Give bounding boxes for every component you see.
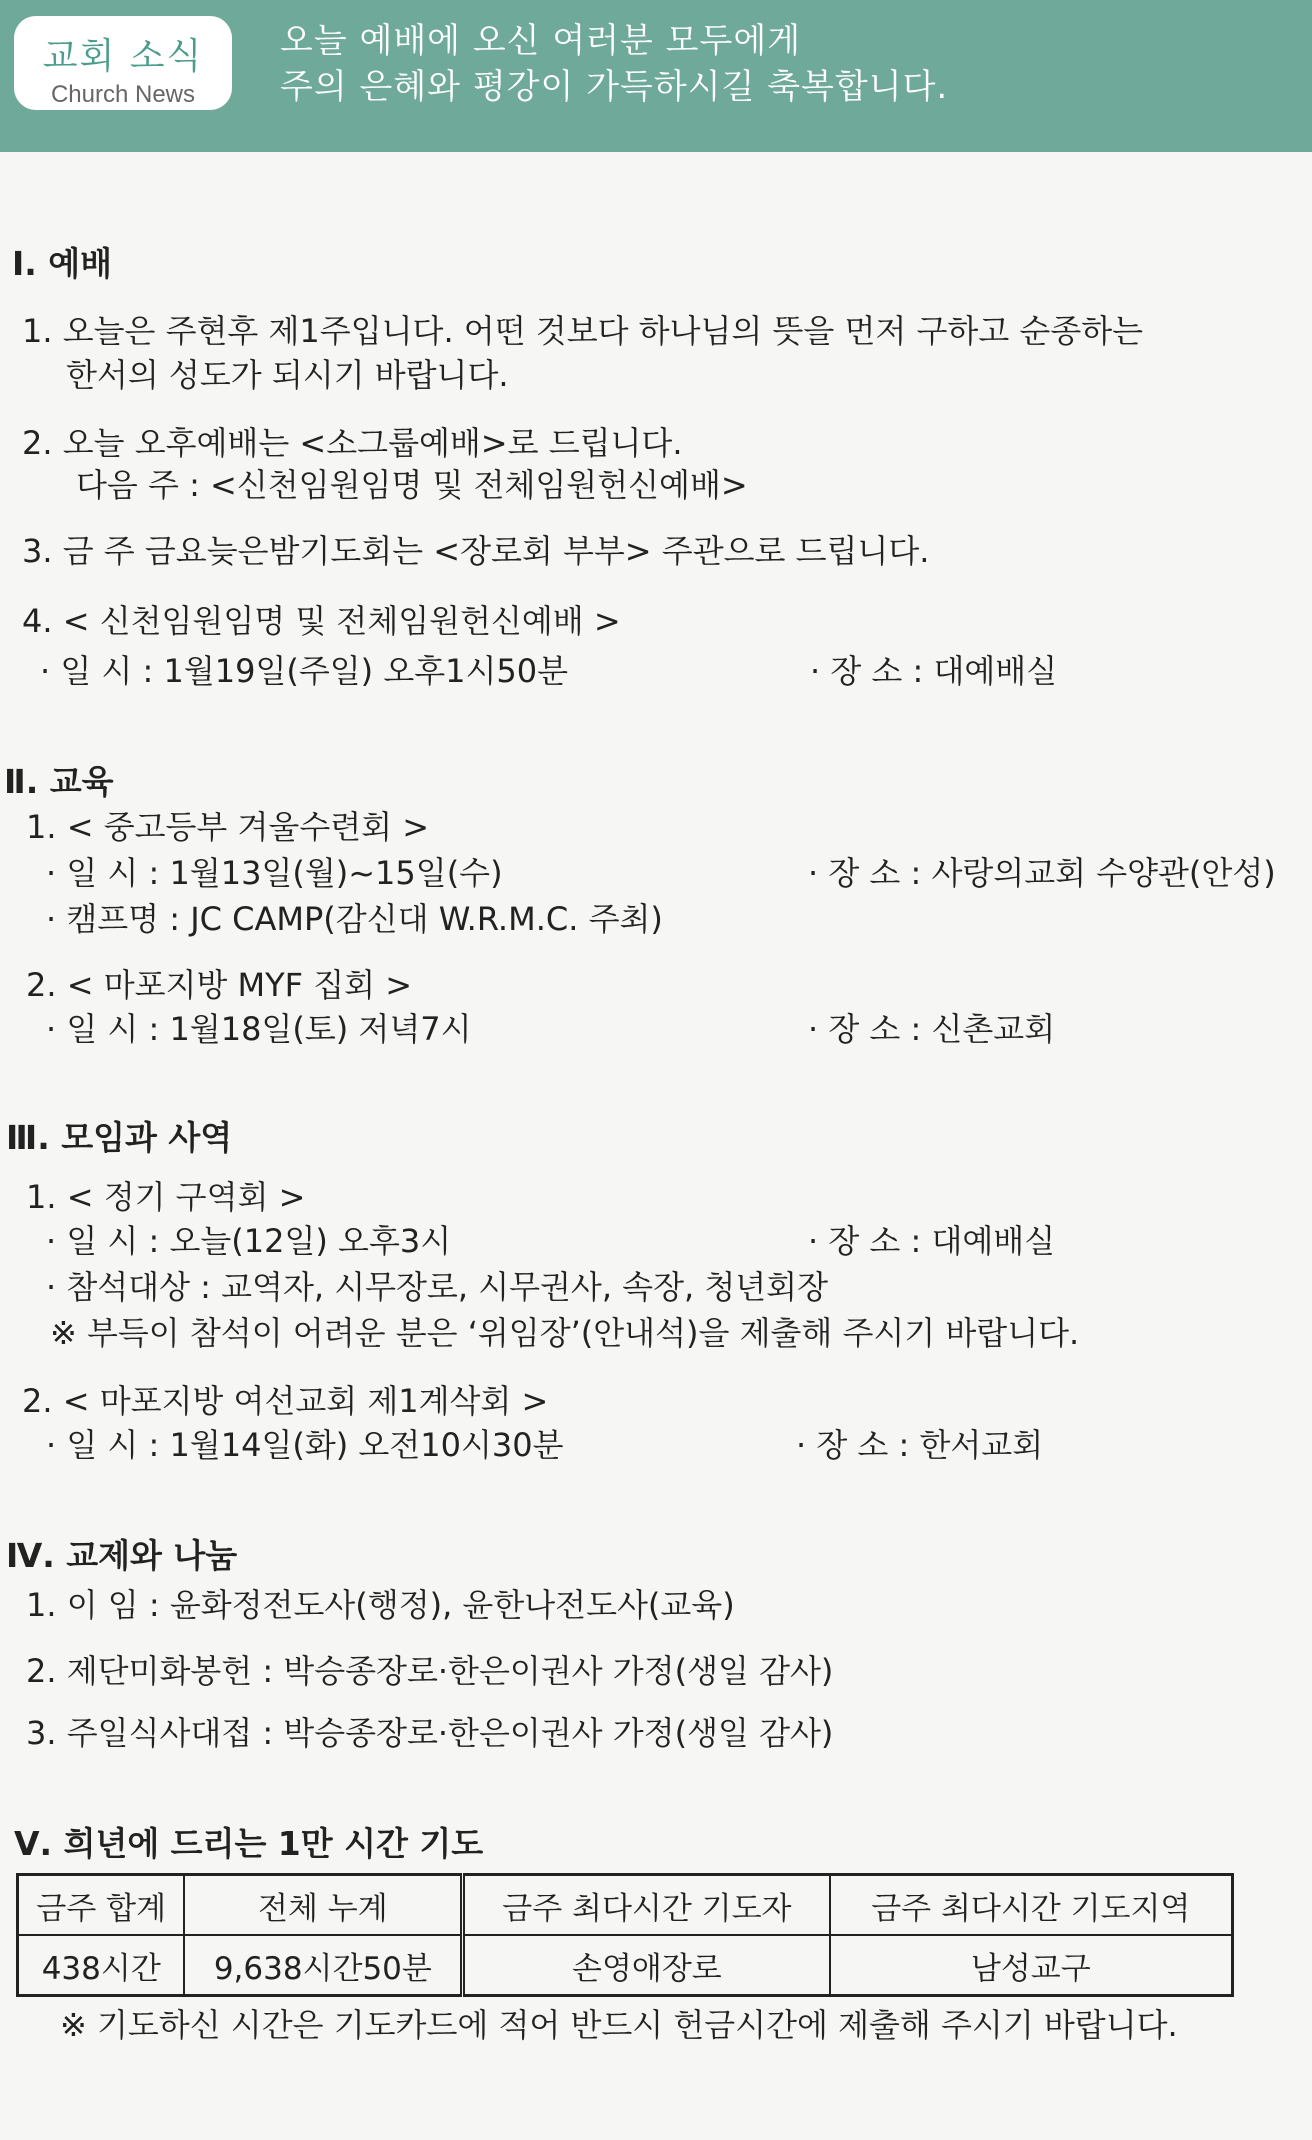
table-header-row	[18, 1875, 1233, 1936]
table-cell: 438시간	[18, 1935, 185, 1996]
table-row	[18, 1935, 1233, 1996]
greeting	[280, 18, 948, 110]
s2-item1-place: · 장 소 : 사랑의교회 수양관(안성)	[808, 854, 1276, 892]
section-4-title: Ⅳ. 교제와 나눔	[6, 1536, 238, 1575]
s3-item2-place: · 장 소 : 한서교회	[796, 1426, 1044, 1464]
s1-item1-line2: 한서의 성도가 되시기 바랍니다.	[66, 356, 509, 394]
table-header-cell: 금주 최다시간 기도지역	[830, 1875, 1233, 1936]
s4-item2: 2. 제단미화봉헌 : 박승종장로·한은이권사 가정(생일 감사)	[26, 1652, 834, 1690]
s3-item1-title: 1. < 정기 구역회 >	[26, 1178, 306, 1216]
s2-item1-camp: · 캠프명 : JC CAMP(감신대 W.R.M.C. 주최)	[46, 900, 663, 938]
s3-item1-note: ※ 부득이 참석이 어려운 분은 ‘위임장’(안내석)을 제출해 주시기 바랍니다.	[50, 1314, 1080, 1352]
s2-item1-time: · 일 시 : 1월13일(월)~15일(수)	[46, 854, 503, 892]
table-cell: 남성교구	[830, 1935, 1233, 1996]
table-cell: 9,638시간50분	[184, 1935, 462, 1996]
header-banner	[0, 0, 1312, 152]
s3-item1-attendees: · 참석대상 : 교역자, 시무장로, 시무권사, 속장, 청년회장	[46, 1268, 828, 1306]
badge-subtitle: Church News	[50, 81, 196, 108]
s1-item2-line1: 2. 오늘 오후예배는 <소그룹예배>로 드립니다.	[22, 424, 683, 462]
s3-item1-time: · 일 시 : 오늘(12일) 오후3시	[46, 1222, 452, 1260]
s1-item3: 3. 금 주 금요늦은밤기도회는 <장로회 부부> 주관으로 드립니다.	[22, 532, 930, 570]
s2-item1-title: 1. < 중고등부 겨울수련회 >	[26, 808, 430, 846]
s3-item2-title: 2. < 마포지방 여선교회 제1계삭회 >	[22, 1382, 549, 1420]
s4-item3: 3. 주일식사대접 : 박승종장로·한은이권사 가정(생일 감사)	[26, 1714, 834, 1752]
table-header-cell: 금주 최다시간 기도자	[463, 1875, 830, 1936]
greeting-line-2: 주의 은혜와 평강이 가득하시길 축복합니다.	[280, 67, 949, 107]
s4-item1: 1. 이 임 : 윤화정전도사(행정), 윤한나전도사(교육)	[26, 1586, 735, 1624]
s3-item1-place: · 장 소 : 대예배실	[808, 1222, 1056, 1260]
s2-item2-place: · 장 소 : 신촌교회	[808, 1010, 1056, 1048]
s1-item2-line2: 다음 주 : <신천임원임명 및 전체임원헌신예배>	[76, 466, 748, 504]
s2-item2-time: · 일 시 : 1월18일(토) 저녁7시	[46, 1010, 472, 1048]
s2-item2-title: 2. < 마포지방 MYF 집회 >	[26, 966, 413, 1004]
s1-item4-title: 4. < 신천임원임명 및 전체임원헌신예배 >	[22, 602, 621, 640]
s1-item4-time: · 일 시 : 1월19일(주일) 오후1시50분	[40, 652, 569, 690]
table-cell: 손영애장로	[463, 1935, 830, 1996]
section-3-title: Ⅲ. 모임과 사역	[6, 1118, 233, 1157]
badge-title: 교회 소식	[42, 36, 204, 77]
s3-item2-time: · 일 시 : 1월14일(화) 오전10시30분	[46, 1426, 564, 1464]
church-news-badge	[14, 16, 232, 110]
table-header-cell: 전체 누계	[184, 1875, 462, 1936]
section-5-title: Ⅴ. 희년에 드리는 1만 시간 기도	[14, 1824, 484, 1863]
s5-note: ※ 기도하신 시간은 기도카드에 적어 반드시 헌금시간에 제출해 주시기 바랍니다.	[60, 2006, 1178, 2044]
prayer-hours-table	[16, 1873, 1234, 1997]
greeting-line-1: 오늘 예배에 오신 여러분 모두에게	[280, 21, 802, 61]
table-header-cell: 금주 합계	[18, 1875, 185, 1936]
section-1-title: Ⅰ. 예배	[12, 244, 113, 283]
section-2-title: Ⅱ. 교육	[4, 762, 114, 801]
s1-item1-line1: 1. 오늘은 주현후 제1주입니다. 어떤 것보다 하나님의 뜻을 먼저 구하고 순종하는	[22, 312, 1144, 350]
s1-item4-place: · 장 소 : 대예배실	[810, 652, 1058, 690]
